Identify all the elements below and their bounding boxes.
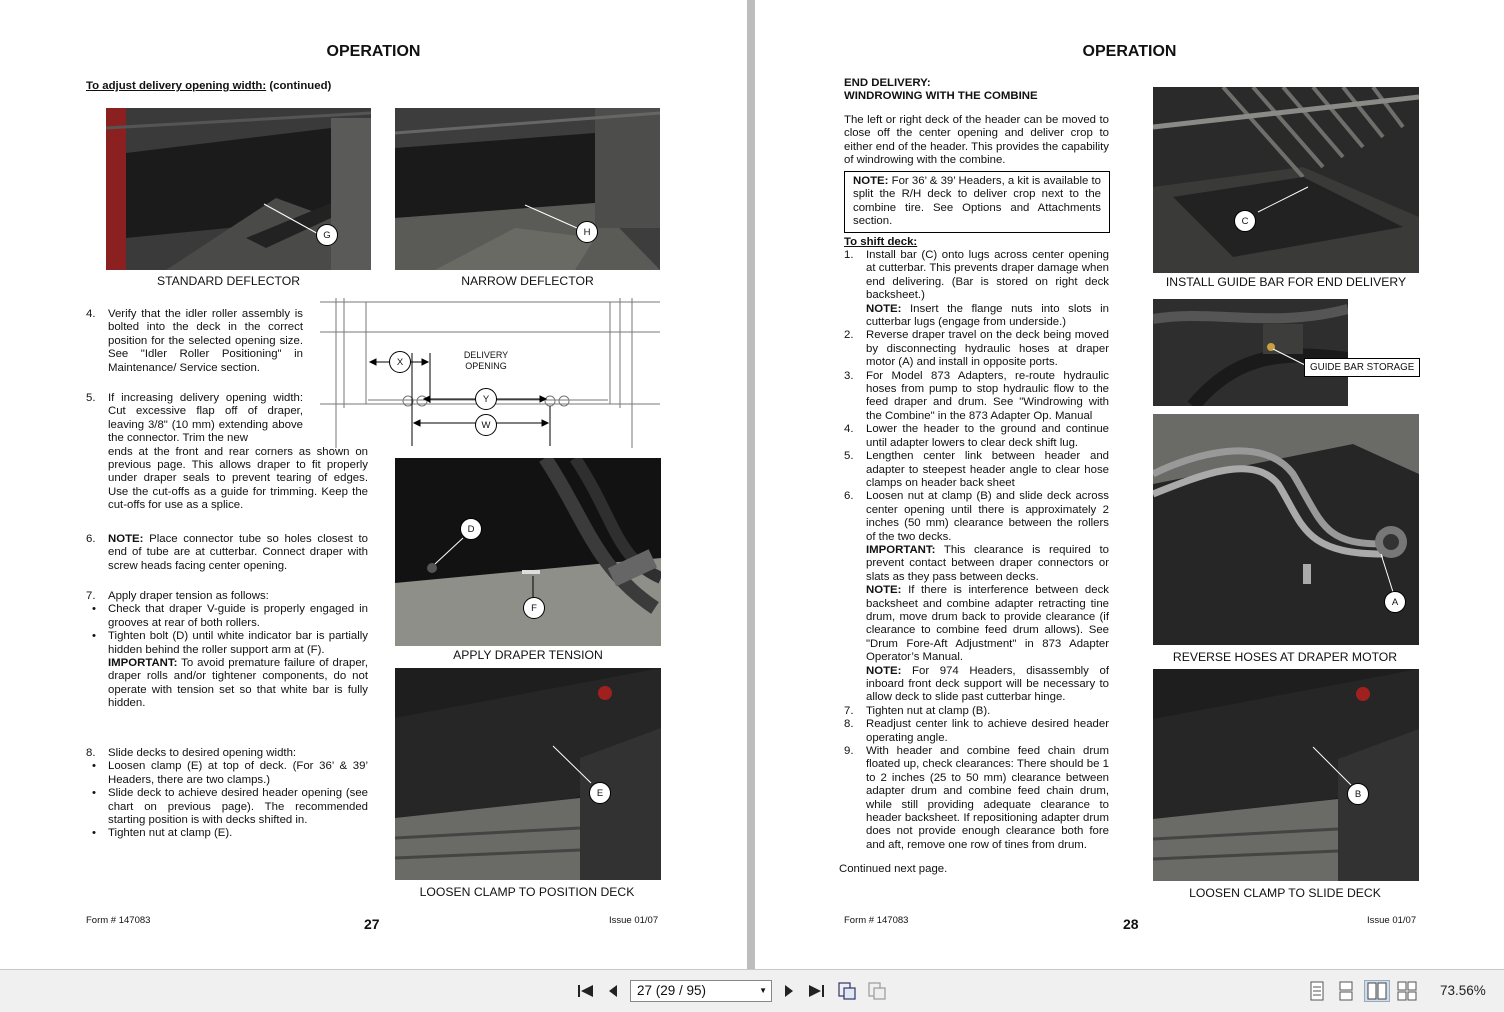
slide-deck-clamp-photo xyxy=(1153,669,1419,881)
chevron-down-icon: ▼ xyxy=(759,986,767,995)
callout-label: C xyxy=(1234,210,1256,232)
shift-deck-steps: 1. Install bar (C) onto lugs across center opening at cutterbar. This prevents draper damage when end delivering. (Bar is stored on right deck backsheet.) NOTE: Insert the flange nuts into slots in cutterbar lugs (engage from underside.) 2. Reverse draper travel on the deck being moved by disconnecting hydraulic hoses at draper motor (A) and install in opposite ports. 3. For Model 873 Adapters, re-route hydraulic hoses from pump to stop hydraulic flow to the feed draper and drum. See "Windrowing with the Combine" in the 873 Adapter Op. Manual 4. Lower the header to the ground and continue until adapter lowers to clear deck shift lug. 5. Lengthen center link between header and adapter to steepest header angle to clear hose clamps on header back sheet 6. Loosen nut at clamp (B) and slide deck across center opening until there is approximately 2 inches (50 mm) clearance between the rollers of the two decks. IMPORTANT: This clearance is required to prevent contact between draper connectors or slats as they pass between decks. NOTE: If there is interference between deck backsheet and combine adapter retracting tine drum, move drum back to provide clearance (if clearance to combine feed drum allows). See "Drum Fore-Aft Adjustment" in 873 Adapter Operator’s Manual. NOTE: For 974 Headers, disassembly of inboard front deck support will be necessary to allow deck to slide past cutterbar hinge. 7. Tighten nut at clamp (B). 8. Readjust center link to achieve desired header operating angle. 9. With header and combine feed chain drum floated up, check clearances: There should be 1 to 2 inches (25 to 50 mm) clearance between adapter drum and combine feed chain drum, while still providing adequate clearance to header backsheet. If repositioning adapter drum does not provide enough clearance both fore and aft, remove one row of tines from drum. xyxy=(844,249,1109,851)
section-subheading: To adjust delivery opening width: (continued) xyxy=(86,80,332,92)
callout-label: F xyxy=(523,597,545,619)
photo-caption: LOOSEN CLAMP TO POSITION DECK xyxy=(419,885,635,899)
note-box: NOTE: For 36’ & 39’ Headers, a kit is available to split the R/H deck to deliver crop next to the combine tire. See Options and Attachments section. xyxy=(844,171,1110,233)
bullet-item: • Tighten nut at clamp (E). xyxy=(86,827,368,840)
bullet-item: • Tighten bolt (D) until white indicator bar is partially hidden behind the roller support arm at (F). xyxy=(86,630,368,657)
callout-label: E xyxy=(589,782,611,804)
section-title: END DELIVERY: WINDROWING WITH THE COMBINE xyxy=(844,77,1038,103)
page-number: 28 xyxy=(1123,916,1139,932)
page-header: OPERATION xyxy=(326,43,421,60)
prev-page-icon[interactable] xyxy=(604,980,622,1002)
bullet-item: • Loosen clamp (E) at top of deck. (For 36’ & 39’ Headers, there are two clamps.) xyxy=(86,760,368,787)
issue-date: Issue 01/07 xyxy=(609,915,659,926)
delivery-opening-text: DELIVERY OPENING xyxy=(463,350,509,371)
page-number: 27 xyxy=(364,916,380,932)
photo-caption: STANDARD DEFLECTOR xyxy=(156,274,301,288)
reverse-hoses-photo xyxy=(1153,414,1419,645)
first-page-icon[interactable] xyxy=(576,980,596,1002)
bullet-item: • Slide deck to achieve desired header opening (see chart on previous page). The recommended starting position is with decks shifted in. xyxy=(86,787,368,827)
zoom-level[interactable]: 73.56% xyxy=(1440,983,1486,998)
left-page xyxy=(0,0,747,969)
page-header: OPERATION xyxy=(1082,43,1177,60)
step-8: 8. Slide decks to desired opening width: • Loosen clamp (E) at top of deck. (For 36’ & 39’ Headers, there are two clamps.) • Slide deck to achieve desired header opening (see chart on previous page). The recommended starting position is with decks shifted in. • Tighten nut at clamp (E). xyxy=(86,747,368,841)
dimension-label: X xyxy=(389,351,411,373)
step-6: 6. NOTE: Place connector tube so holes closest to end of tube are at cutterbar. Connect draper with screw heads facing center opening. xyxy=(86,533,368,572)
step-5: 5. If increasing delivery opening width: Cut excessive flap off of draper, leaving 3/8" (10 mm) extending above the connector. Trim the new ends at the front and rear corners as shown on previous page. This allows draper to fit properly under draper seals to prevent tearing of edges. Use the cut-offs as a guide for trimming. Keep the cut-offs for use as a splice. xyxy=(86,392,368,512)
dimension-label: Y xyxy=(475,388,497,410)
photo-caption: NARROW DEFLECTOR xyxy=(461,274,594,288)
guide-bar-storage-callout: GUIDE BAR STORAGE xyxy=(1304,358,1420,377)
fit-icon[interactable] xyxy=(866,980,888,1002)
shift-deck-title: To shift deck: xyxy=(844,236,918,248)
form-number: Form # 147083 xyxy=(86,915,151,926)
continuous-icon[interactable] xyxy=(1336,980,1356,1002)
delivery-opening-diagram xyxy=(320,298,660,448)
photo-caption: REVERSE HOSES AT DRAPER MOTOR xyxy=(1172,650,1398,664)
two-page-icon[interactable] xyxy=(1364,980,1390,1002)
issue-date: Issue 01/07 xyxy=(1367,915,1417,926)
callout-label: G xyxy=(316,224,338,246)
viewer-toolbar xyxy=(0,969,1504,1012)
draper-tension-photo xyxy=(395,458,661,646)
right-page xyxy=(755,0,1504,969)
callout-label: A xyxy=(1384,591,1406,613)
intro-paragraph: The left or right deck of the header can be moved to close off the center opening and deliver crop to either end of the header. This provides the capability of windrowing with the combine. xyxy=(844,114,1109,167)
step-4: 4. Verify that the idler roller assembly is bolted into the deck in the correct position for the selected opening size. See "Idler Roller Positioning" in Maintenance/ Service section. xyxy=(86,308,303,374)
rotate-icon[interactable] xyxy=(836,980,858,1002)
callout-label: B xyxy=(1347,783,1369,805)
standard-deflector-photo xyxy=(106,108,371,270)
last-page-icon[interactable] xyxy=(806,980,826,1002)
narrow-deflector-photo xyxy=(395,108,660,270)
callout-label: D xyxy=(460,518,482,540)
single-page-icon[interactable] xyxy=(1307,980,1327,1002)
page-number-select[interactable]: 27 (29 / 95) ▼ xyxy=(630,980,772,1002)
install-guide-bar-photo xyxy=(1153,87,1419,273)
next-page-icon[interactable] xyxy=(780,980,798,1002)
photo-caption: LOOSEN CLAMP TO SLIDE DECK xyxy=(1189,886,1381,900)
form-number: Form # 147083 xyxy=(844,915,909,926)
photo-caption: INSTALL GUIDE BAR FOR END DELIVERY xyxy=(1165,275,1407,289)
step-7: 7. Apply draper tension as follows: • Check that draper V-guide is properly engaged in grooves at rear of both rollers. • Tighten bolt (D) until white indicator bar is partially hidden behind the roller support arm at (F). IMPORTANT: To avoid premature failure of draper, draper rolls and/or tightener components, do not operate with tension set so that white bar is fully hidden. xyxy=(86,590,368,711)
guide-bar-storage-photo xyxy=(1153,299,1348,406)
two-page-continuous-icon[interactable] xyxy=(1396,980,1418,1002)
position-deck-clamp-photo xyxy=(395,668,661,880)
photo-caption: APPLY DRAPER TENSION xyxy=(453,648,603,662)
dimension-label: W xyxy=(475,414,497,436)
callout-label: H xyxy=(576,221,598,243)
page-gutter xyxy=(747,0,755,969)
continued-note: Continued next page. xyxy=(839,863,948,875)
bullet-item: • Check that draper V-guide is properly engaged in grooves at rear of both rollers. xyxy=(86,603,368,630)
